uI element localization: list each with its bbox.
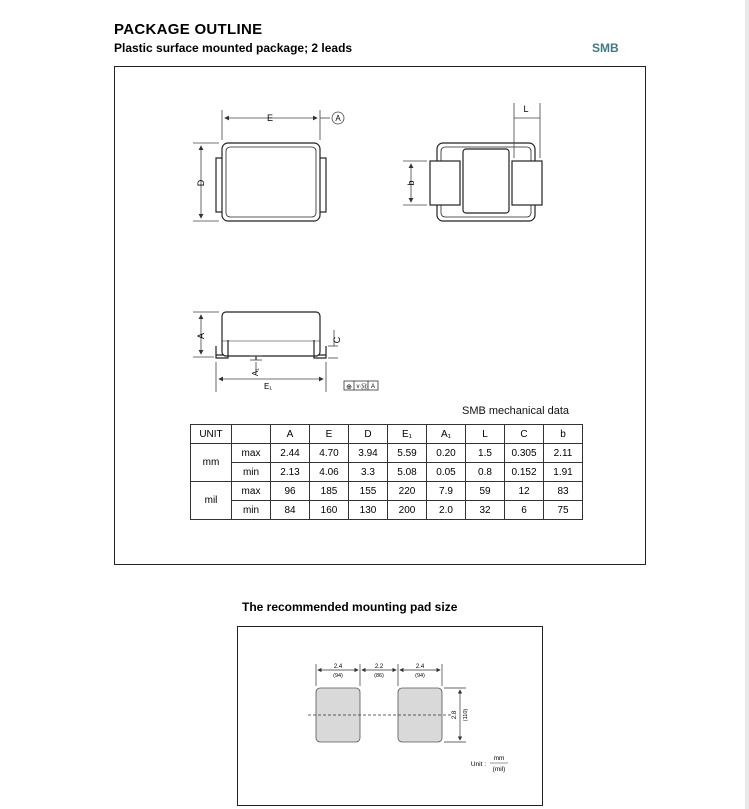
fcf-datum: A bbox=[370, 384, 376, 390]
pad-dim1-mil: (94) bbox=[333, 673, 343, 679]
value-cell: 2.13 bbox=[271, 463, 310, 482]
value-cell: 200 bbox=[388, 501, 427, 520]
pad-height-mil: (110) bbox=[463, 708, 469, 722]
label-E1: E₁ bbox=[263, 382, 273, 391]
value-cell: 3.3 bbox=[349, 463, 388, 482]
value-cell: 75 bbox=[544, 501, 583, 520]
table-row bbox=[191, 444, 583, 463]
label-E: E bbox=[266, 113, 274, 123]
label-b: b bbox=[406, 180, 416, 186]
value-cell: 0.8 bbox=[466, 463, 505, 482]
value-cell: 0.20 bbox=[427, 444, 466, 463]
fcf-position-symbol: ⊕ bbox=[346, 384, 352, 391]
table-row bbox=[191, 463, 583, 482]
value-cell: 2.11 bbox=[544, 444, 583, 463]
table-header-row bbox=[191, 425, 583, 444]
header-cell: D bbox=[349, 425, 388, 444]
pad-height-mm: 2.8 bbox=[452, 710, 458, 720]
unit-mm: mm bbox=[493, 755, 505, 762]
pad-dim1-mm: 2.4 bbox=[333, 664, 343, 670]
value-cell: 220 bbox=[388, 482, 427, 501]
unit-cell: mm bbox=[191, 444, 232, 482]
label-A1: A₁ bbox=[251, 367, 260, 377]
value-cell: 6 bbox=[505, 501, 544, 520]
header-cell: b bbox=[544, 425, 583, 444]
unit-mil: (mil) bbox=[492, 766, 506, 773]
value-cell: 185 bbox=[310, 482, 349, 501]
pad-dim3-mm: 2.4 bbox=[415, 664, 425, 670]
value-cell: 0.05 bbox=[427, 463, 466, 482]
value-cell: 2.0 bbox=[427, 501, 466, 520]
value-cell: 96 bbox=[271, 482, 310, 501]
value-cell: 3.94 bbox=[349, 444, 388, 463]
limit-cell: min bbox=[232, 463, 271, 482]
mechanical-data-caption: SMB mechanical data bbox=[462, 405, 569, 417]
value-cell: 0.152 bbox=[505, 463, 544, 482]
header-cell: A bbox=[271, 425, 310, 444]
value-cell: 84 bbox=[271, 501, 310, 520]
header-cell: E₁ bbox=[388, 425, 427, 444]
header-cell: UNIT bbox=[191, 425, 232, 444]
value-cell: 32 bbox=[466, 501, 505, 520]
mounting-pad-title: The recommended mounting pad size bbox=[242, 600, 458, 614]
fcf-mmc: Ⓜ bbox=[360, 384, 368, 391]
mechanical-data-table bbox=[190, 424, 583, 520]
package-code: SMB bbox=[592, 41, 619, 55]
bottom-view bbox=[430, 143, 542, 221]
value-cell: 2.44 bbox=[271, 444, 310, 463]
top-view bbox=[216, 143, 326, 221]
page-subtitle: Plastic surface mounted package; 2 leads bbox=[114, 41, 353, 55]
label-datum-A: A bbox=[335, 114, 341, 123]
value-cell: 160 bbox=[310, 501, 349, 520]
value-cell: 130 bbox=[349, 501, 388, 520]
limit-cell: max bbox=[232, 444, 271, 463]
fcf-tolerance: v bbox=[356, 384, 360, 390]
header-cell bbox=[232, 425, 271, 444]
mounting-pad-frame bbox=[237, 626, 543, 806]
side-view bbox=[216, 312, 326, 360]
value-cell: 59 bbox=[466, 482, 505, 501]
page-title: PACKAGE OUTLINE bbox=[114, 21, 263, 38]
value-cell: 4.70 bbox=[310, 444, 349, 463]
value-cell: 7.9 bbox=[427, 482, 466, 501]
value-cell: 5.08 bbox=[388, 463, 427, 482]
header-cell: A₁ bbox=[427, 425, 466, 444]
value-cell: 5.59 bbox=[388, 444, 427, 463]
value-cell: 83 bbox=[544, 482, 583, 501]
header-cell: E bbox=[310, 425, 349, 444]
pad-dim2-mil: (86) bbox=[374, 673, 384, 679]
table-row bbox=[191, 482, 583, 501]
pad-dim2-mm: 2.2 bbox=[374, 664, 384, 670]
dim-E bbox=[222, 110, 344, 140]
header-cell: C bbox=[505, 425, 544, 444]
label-D: D bbox=[196, 179, 206, 187]
value-cell: 155 bbox=[349, 482, 388, 501]
value-cell: 1.91 bbox=[544, 463, 583, 482]
table-row bbox=[191, 501, 583, 520]
limit-cell: max bbox=[232, 482, 271, 501]
unit-cell: mil bbox=[191, 482, 232, 520]
label-C: C bbox=[332, 336, 342, 344]
pad-dim3-mil: (94) bbox=[415, 673, 425, 679]
header-cell: L bbox=[466, 425, 505, 444]
limit-cell: min bbox=[232, 501, 271, 520]
value-cell: 12 bbox=[505, 482, 544, 501]
value-cell: 1.5 bbox=[466, 444, 505, 463]
unit-label: Unit : bbox=[470, 761, 486, 768]
label-A: A bbox=[196, 332, 206, 340]
label-L: L bbox=[523, 104, 529, 114]
value-cell: 0.305 bbox=[505, 444, 544, 463]
value-cell: 4.06 bbox=[310, 463, 349, 482]
